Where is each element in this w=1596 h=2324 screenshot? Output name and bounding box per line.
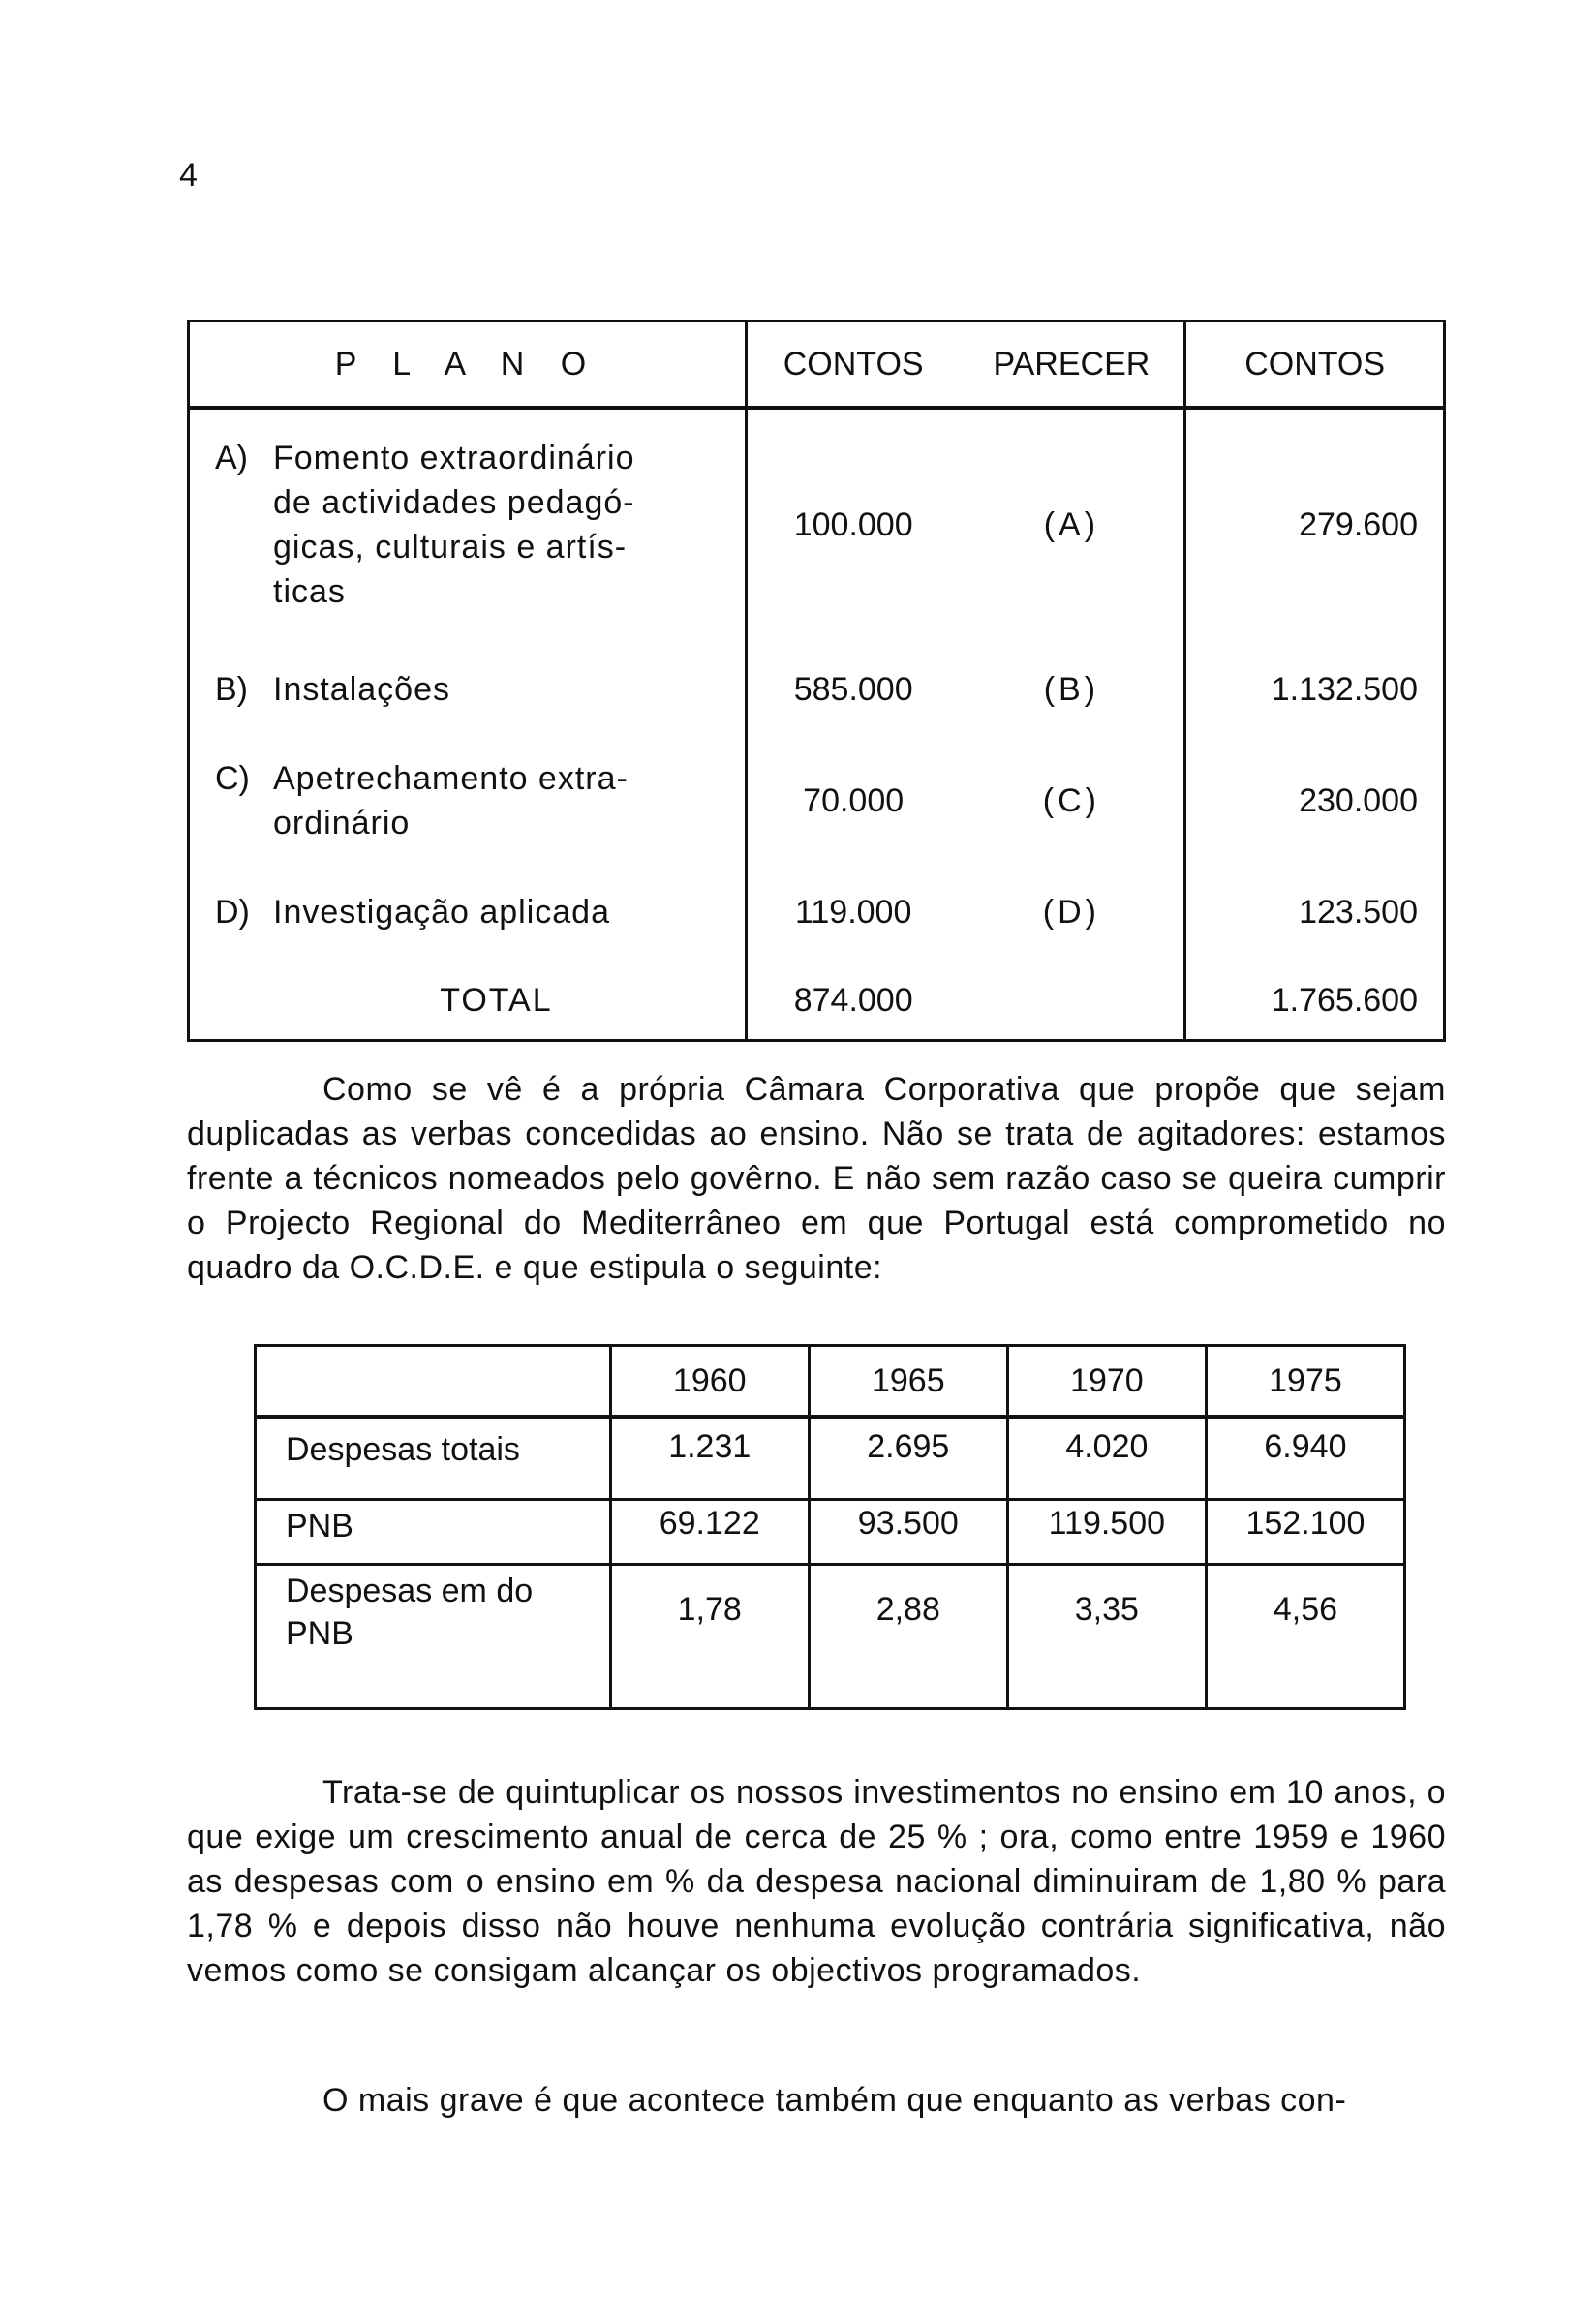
plan-row-a bbox=[189, 408, 1445, 640]
parecer-ref: (C) bbox=[960, 739, 1185, 863]
header-parecer: PARECER bbox=[960, 321, 1185, 409]
header-year: 1970 bbox=[1007, 1346, 1206, 1418]
stats-row-despesas-pnb bbox=[256, 1565, 1405, 1709]
contos-parecer-value: 230.000 bbox=[1299, 781, 1418, 819]
parecer-ref: (D) bbox=[960, 863, 1185, 962]
item-description: Instalações bbox=[273, 671, 450, 708]
contos-value: 119.000 bbox=[794, 893, 912, 931]
item-description: Apetrechamento extra- ordinário bbox=[273, 760, 629, 841]
cell-value: 3,35 bbox=[1007, 1565, 1206, 1709]
cell-value: 2,88 bbox=[809, 1565, 1007, 1709]
page-number: 4 bbox=[179, 157, 198, 194]
header-contos-parecer: CONTOS bbox=[1185, 321, 1445, 409]
plan-row-c bbox=[189, 739, 1445, 863]
plan-item bbox=[189, 640, 747, 739]
parecer-ref: (B) bbox=[960, 640, 1185, 739]
header-year: 1975 bbox=[1206, 1346, 1404, 1418]
plan-row-d bbox=[189, 863, 1445, 962]
contos-parecer-value: 123.500 bbox=[1299, 893, 1418, 931]
plan-table-header-row bbox=[189, 321, 1445, 409]
stats-row-pnb bbox=[256, 1500, 1405, 1565]
parecer-ref: (A) bbox=[960, 408, 1185, 640]
item-letter: A) bbox=[215, 440, 248, 476]
item-letter: D) bbox=[215, 894, 250, 931]
plan-item bbox=[189, 863, 747, 962]
plan-budget-table bbox=[187, 320, 1446, 1042]
body-paragraph-1: Como se vê é a própria Câmara Corporativa que propõe que sejam duplicadas as verbas concedidas ao ensino. Não se trata de agitadores: estamos frente a técnicos nomeados pelo govêrno. E não sem razão caso se queira cumprir o Projecto Regional do Mediterrâneo em que Portugal está comprometido no quadro da O.C.D.E. e que estipula o seguinte: bbox=[187, 1071, 1446, 1286]
cell-value: 119.500 bbox=[1007, 1500, 1206, 1565]
contos-value: 100.000 bbox=[793, 505, 913, 543]
contos-parecer-value: 1.132.500 bbox=[1271, 670, 1418, 708]
contos-value: 70.000 bbox=[803, 781, 905, 819]
cell-value: 1,78 bbox=[610, 1565, 809, 1709]
plan-item bbox=[189, 408, 747, 640]
cell-value: 152.100 bbox=[1206, 1500, 1404, 1565]
header-year: 1965 bbox=[809, 1346, 1007, 1418]
plan-total-row bbox=[189, 962, 1445, 1041]
body-paragraph-2: Trata-se de quintuplicar os nossos investimentos no ensino em 10 anos, o que exige um crescimento anual de cerca de 25 % ; ora, como entre 1959 e 1960 as despesas com o ensino em % da despesa nacional diminuiram de 1,80 % para 1,78 % e depois disso não houve nenhuma evolução contrária significativa, não vemos como se consigam alcançar os objectivos programados. bbox=[187, 1774, 1446, 1989]
header-year: 1960 bbox=[610, 1346, 809, 1418]
body-paragraph-3: O mais grave é que acontece também que enquanto as verbas con- bbox=[322, 2082, 1347, 2119]
mediterranean-project-table bbox=[254, 1344, 1406, 1710]
contos-value: 585.000 bbox=[793, 670, 913, 708]
total-contos-parecer: 1.765.600 bbox=[1271, 981, 1418, 1019]
item-letter: B) bbox=[215, 671, 248, 708]
cell-value: 6.940 bbox=[1206, 1417, 1404, 1500]
cell-value: 93.500 bbox=[809, 1500, 1007, 1565]
row-label: PNB bbox=[256, 1500, 611, 1565]
plan-row-b bbox=[189, 640, 1445, 739]
item-description: Fomento extraordinário de actividades pedagó- gicas, culturais e artís- ticas bbox=[273, 440, 635, 610]
total-contos: 874.000 bbox=[793, 981, 913, 1019]
total-label: TOTAL bbox=[189, 962, 747, 1041]
row-label: Despesas em do PNB bbox=[256, 1565, 611, 1709]
header-empty bbox=[256, 1346, 611, 1418]
item-description: Investigação aplicada bbox=[273, 894, 611, 931]
cell-value: 69.122 bbox=[610, 1500, 809, 1565]
header-contos: CONTOS bbox=[746, 321, 959, 409]
plan-item bbox=[189, 739, 747, 863]
row-label: Despesas totais bbox=[256, 1417, 611, 1500]
cell-value: 4.020 bbox=[1007, 1417, 1206, 1500]
item-letter: C) bbox=[215, 760, 250, 797]
cell-value: 4,56 bbox=[1206, 1565, 1404, 1709]
stats-row-despesas-totais bbox=[256, 1417, 1405, 1500]
stats-header-row bbox=[256, 1346, 1405, 1418]
cell-value: 1.231 bbox=[610, 1417, 809, 1500]
contos-parecer-value: 279.600 bbox=[1299, 505, 1418, 543]
cell-value: 2.695 bbox=[809, 1417, 1007, 1500]
total-parecer-empty bbox=[960, 962, 1185, 1041]
header-plano: P L A N O bbox=[189, 321, 747, 409]
